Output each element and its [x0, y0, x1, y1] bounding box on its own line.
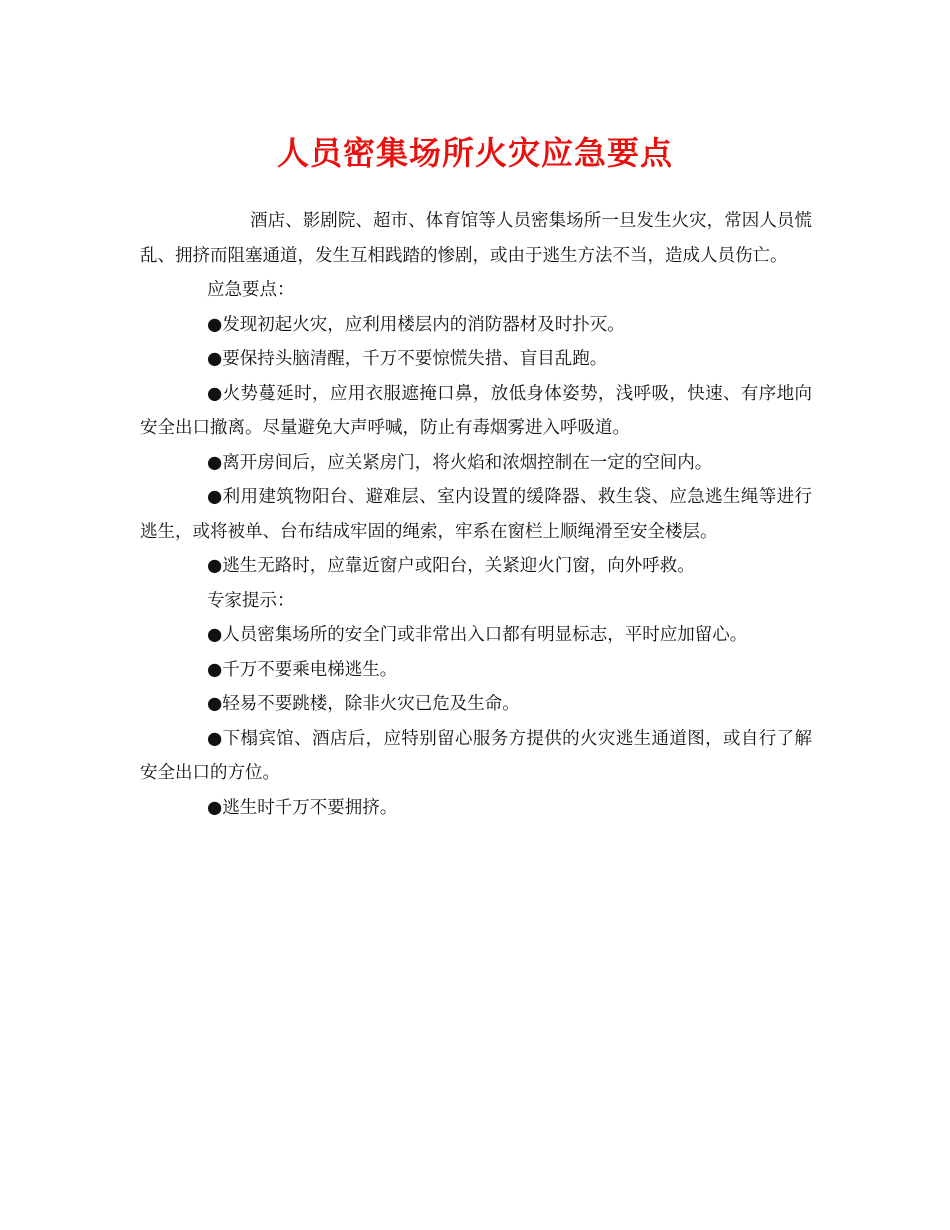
- intro-paragraph: 酒店、影剧院、超市、体育馆等人员密集场所一旦发生火灾，常因人员慌乱、拥挤而阻塞通道，发生互相践踏的惨剧，或由于逃生方法不当，造成人员伤亡。: [140, 211, 812, 266]
- expert-tip: ●逃生时千万不要拥挤。: [207, 797, 398, 818]
- emergency-point: ●发现初起火灾，应利用楼层内的消防器材及时扑灭。: [207, 314, 625, 335]
- document-body: [140, 204, 812, 825]
- expert-tip: ●千万不要乘电梯逃生。: [207, 659, 398, 680]
- expert-tip: ●轻易不要跳楼，除非火灾已危及生命。: [207, 694, 520, 714]
- document-title: 人员密集场所火灾应急要点: [276, 134, 673, 172]
- expert-tip: ●人员密集场所的安全门或非常出入口都有明显标志，平时应加留心。: [207, 625, 748, 645]
- expert-heading: 专家提示：: [207, 590, 295, 611]
- emergency-point: ●利用建筑物阳台、避难层、室内设置的缓降器、救生袋、应急逃生绳等进行逃生，或将被单、台布结成牢固的绳索，牢系在窗栏上顺绳滑至安全楼层。: [140, 487, 812, 542]
- emergency-point: ●逃生无路时，应靠近窗户或阳台，关紧迎火门窗，向外呼救。: [207, 556, 695, 576]
- emergency-heading: 应急要点：: [207, 280, 295, 300]
- emergency-point: ●火势蔓延时，应用衣服遮掩口鼻，放低身体姿势，浅呼吸，快速、有序地向安全出口撤离。尽量避免大声呼喊，防止有毒烟雾进入呼吸道。: [140, 383, 812, 438]
- emergency-point: ●离开房间后，应关紧房门，将火焰和浓烟控制在一定的空间内。: [207, 452, 713, 473]
- emergency-point: ●要保持头脑清醒，千万不要惊慌失措、盲目乱跑。: [207, 349, 608, 369]
- expert-tip: ●下榻宾馆、酒店后，应特别留心服务方提供的火灾逃生通道图，或自行了解安全出口的方位。: [140, 728, 812, 783]
